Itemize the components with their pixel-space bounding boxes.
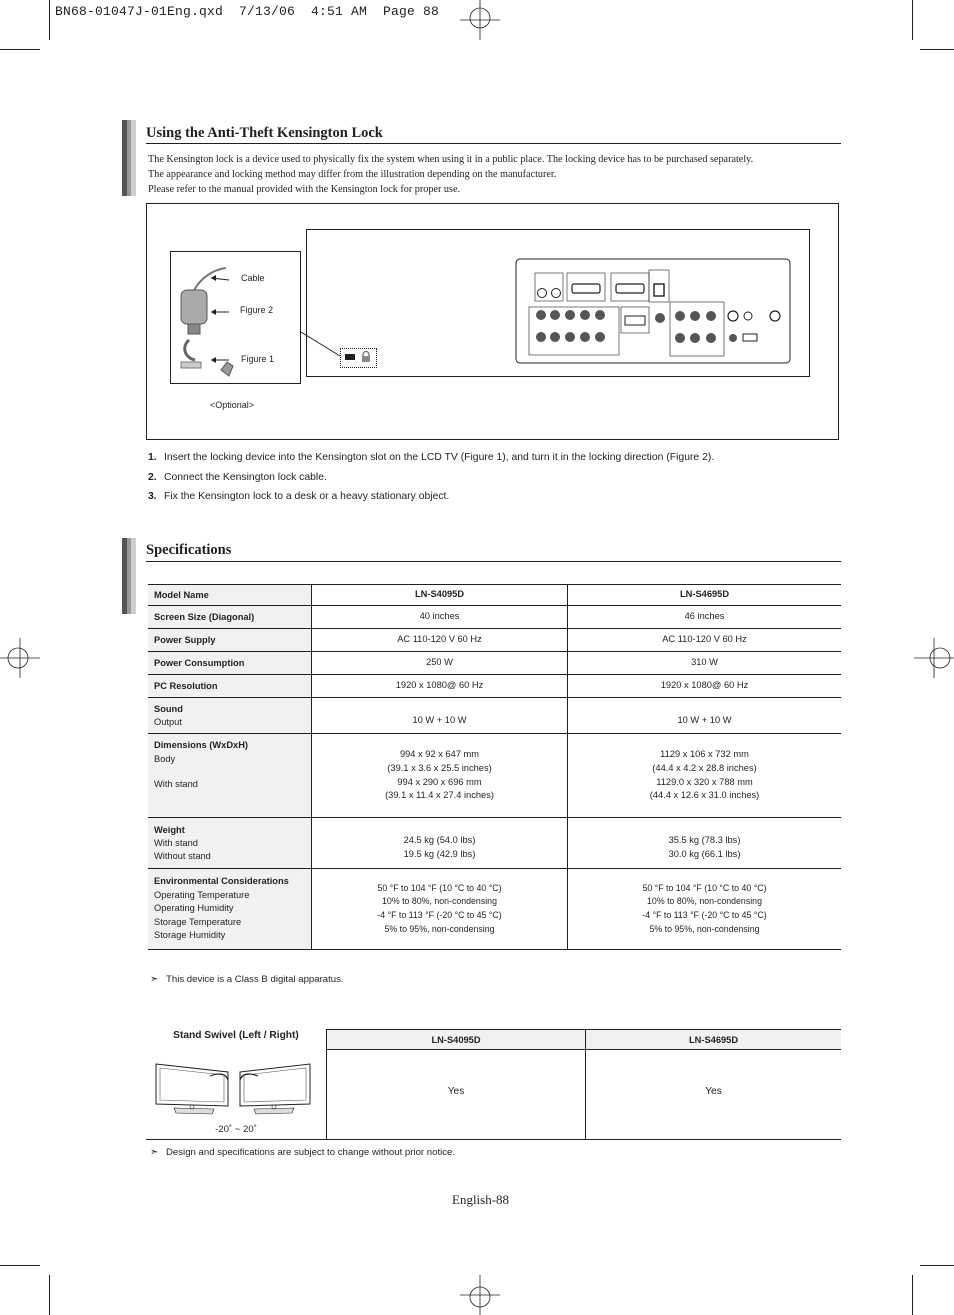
cell-model-a: 40 inches bbox=[312, 606, 568, 629]
row-label bbox=[148, 698, 312, 734]
intro-line: The Kensington lock is a device used to physically fix the system when using it in a public place. The locking device has to be purchased separately. bbox=[148, 154, 754, 165]
cell-model-a bbox=[312, 818, 568, 869]
row-sublabel: Storage Humidity bbox=[154, 930, 226, 941]
note-text: This device is a Class B digital apparatus. bbox=[166, 974, 344, 985]
list-item bbox=[148, 472, 714, 492]
connector-panel-icon bbox=[515, 258, 791, 364]
section-title-kensington: Using the Anti-Theft Kensington Lock bbox=[146, 125, 383, 141]
cell-model-a: 10 W + 10 W bbox=[312, 698, 568, 734]
row-label-title: Sound bbox=[154, 703, 183, 714]
cell-line: 1129 x 106 x 732 mm bbox=[660, 749, 749, 760]
swivel-illustration-cell bbox=[146, 1050, 327, 1140]
class-b-note bbox=[150, 974, 344, 985]
row-sublabel: Without stand bbox=[154, 850, 211, 861]
table-row bbox=[148, 734, 841, 818]
cell-line: 10% to 80%, non-condensing bbox=[382, 896, 497, 907]
crop-mark bbox=[920, 1265, 954, 1266]
cell-line: -4 °F to 113 °F (-20 °C to 45 °C) bbox=[642, 910, 767, 920]
arrow-bullet-icon: ➣ bbox=[150, 974, 159, 985]
cell-line: 994 x 290 x 696 mm bbox=[397, 776, 482, 787]
crop-mark bbox=[49, 0, 50, 40]
row-label-title: Environmental Considerations bbox=[154, 876, 289, 887]
list-item bbox=[148, 491, 714, 511]
label-cable: Cable bbox=[241, 273, 265, 283]
cell-line: (44.4 x 12.6 x 31.0 inches) bbox=[649, 790, 760, 801]
kensington-steps bbox=[148, 452, 714, 511]
step-text: Fix the Kensington lock to a desk or a heavy stationary object. bbox=[164, 491, 450, 502]
kensington-slot bbox=[340, 348, 377, 368]
table-row bbox=[146, 1050, 841, 1140]
section-rule bbox=[146, 561, 841, 562]
cell-model-a: AC 110-120 V 60 Hz bbox=[312, 629, 568, 652]
table-row bbox=[148, 606, 841, 629]
swivel-range: -20˚ ~ 20˚ bbox=[215, 1123, 257, 1135]
kensington-lock-icon bbox=[171, 252, 300, 383]
tv-rear-panel bbox=[306, 229, 810, 377]
row-label: Power Supply bbox=[148, 629, 312, 652]
cell-model-b bbox=[568, 818, 842, 869]
row-sublabel: Body bbox=[154, 753, 176, 764]
row-label: Screen Size (Diagonal) bbox=[148, 606, 312, 629]
cell-line: 994 x 92 x 647 mm bbox=[399, 749, 480, 760]
registration-mark-icon bbox=[460, 1275, 500, 1315]
cell-line: 50 °F to 104 °F (10 °C to 40 °C) bbox=[377, 882, 502, 893]
swivel-value-a: Yes bbox=[327, 1050, 586, 1140]
cell-line: 30.0 kg (66.1 lbs) bbox=[668, 849, 741, 859]
cell-model-b: LN-S4695D bbox=[568, 585, 842, 606]
registration-mark-icon bbox=[460, 0, 500, 40]
table-row bbox=[148, 869, 841, 950]
row-sublabel: With stand bbox=[154, 837, 198, 848]
table-row bbox=[148, 818, 841, 869]
row-sublabel: With stand bbox=[154, 779, 198, 789]
cell-line: 5% to 95%, non-condensing bbox=[384, 923, 495, 934]
cell-line: 50 °F to 104 °F (10 °C to 40 °C) bbox=[642, 882, 767, 893]
list-item bbox=[148, 452, 714, 472]
table-row bbox=[148, 698, 841, 734]
cell-line: 19.5 kg (42.9 lbs) bbox=[403, 849, 476, 859]
kensington-intro bbox=[148, 152, 838, 197]
label-figure-1: Figure 1 bbox=[241, 354, 275, 364]
intro-line: The appearance and locking method may differ from the illustration depending on the manufacturer. bbox=[148, 169, 557, 180]
cell-line: 1129.0 x 320 x 788 mm bbox=[656, 776, 753, 787]
crop-mark bbox=[0, 49, 40, 50]
cell-model-a: LN-S4095D bbox=[312, 585, 568, 606]
table-row bbox=[146, 1030, 841, 1050]
lock-illustration-box bbox=[170, 251, 301, 384]
cell-line: (39.1 x 11.4 x 27.4 inches) bbox=[385, 790, 494, 801]
label-optional: <Optional> bbox=[210, 400, 255, 410]
row-label bbox=[148, 734, 312, 818]
lock-icon bbox=[361, 351, 371, 363]
step-text: Insert the locking device into the Kensington slot on the LCD TV (Figure 1), and turn it in the locking direction (Figure 2). bbox=[164, 452, 715, 463]
row-label bbox=[148, 869, 312, 950]
row-label: Power Consumption bbox=[148, 652, 312, 675]
intro-line: Please refer to the manual provided with the Kensington lock for proper use. bbox=[148, 184, 461, 195]
step-number: 1. bbox=[148, 452, 157, 463]
crop-mark bbox=[912, 1275, 913, 1315]
registration-mark-icon bbox=[914, 638, 954, 678]
cell-model-a bbox=[312, 869, 568, 950]
page-number: English-88 bbox=[452, 1192, 510, 1207]
cell-model-a: 250 W bbox=[312, 652, 568, 675]
row-sublabel: Operating Temperature bbox=[154, 889, 250, 900]
row-label: Model Name bbox=[148, 585, 312, 606]
specifications-table bbox=[148, 584, 841, 950]
row-sublabel: Operating Humidity bbox=[154, 903, 234, 914]
row-label: PC Resolution bbox=[148, 675, 312, 698]
swivel-value-b: Yes bbox=[586, 1050, 842, 1140]
row-label bbox=[148, 818, 312, 869]
crop-mark bbox=[920, 49, 954, 50]
crop-mark bbox=[0, 1265, 40, 1266]
note-text: Design and specifications are subject to change without prior notice. bbox=[166, 1147, 456, 1158]
section-marker bbox=[122, 120, 136, 196]
section-marker bbox=[122, 538, 136, 614]
crop-mark bbox=[49, 1275, 50, 1315]
cell-model-a: 1920 x 1080@ 60 Hz bbox=[312, 675, 568, 698]
swivel-model-a: LN-S4095D bbox=[327, 1030, 586, 1050]
row-sublabel: Output bbox=[154, 716, 182, 727]
section-rule bbox=[146, 143, 841, 144]
cell-model-b bbox=[568, 869, 842, 950]
table-row bbox=[148, 675, 841, 698]
label-figure-2: Figure 2 bbox=[240, 305, 274, 315]
file-info-header: BN68-01047J-01Eng.qxd 7/13/06 4:51 AM Page 88 bbox=[55, 4, 440, 19]
cell-line: -4 °F to 113 °F (-20 °C to 45 °C) bbox=[377, 910, 502, 920]
stand-swivel-table bbox=[146, 1029, 841, 1140]
row-sublabel: Storage Temperature bbox=[154, 916, 242, 927]
table-row bbox=[148, 652, 841, 675]
cell-model-a bbox=[312, 734, 568, 818]
change-notice bbox=[150, 1147, 455, 1158]
table-row bbox=[148, 585, 841, 606]
swivel-label: Stand Swivel (Left / Right) bbox=[173, 1029, 299, 1041]
cell-model-b: 46 inches bbox=[568, 606, 842, 629]
cell-model-b: 1920 x 1080@ 60 Hz bbox=[568, 675, 842, 698]
cell-model-b bbox=[568, 734, 842, 818]
cell-model-b: AC 110-120 V 60 Hz bbox=[568, 629, 842, 652]
cell-line: 35.5 kg (78.3 lbs) bbox=[668, 835, 741, 846]
table-row bbox=[148, 629, 841, 652]
registration-mark-icon bbox=[0, 638, 40, 678]
cell-line: 24.5 kg (54.0 lbs) bbox=[403, 835, 476, 846]
cell-model-b: 10 W + 10 W bbox=[568, 698, 842, 734]
row-label-title: Dimensions (WxDxH) bbox=[154, 740, 249, 750]
cell-line: 5% to 95%, non-condensing bbox=[649, 923, 760, 934]
cell-line: 10% to 80%, non-condensing bbox=[647, 896, 762, 907]
cell-model-b: 310 W bbox=[568, 652, 842, 675]
swivel-model-b: LN-S4695D bbox=[586, 1030, 842, 1050]
step-number: 2. bbox=[148, 471, 157, 483]
step-text: Connect the Kensington lock cable. bbox=[164, 471, 327, 483]
step-number: 3. bbox=[148, 491, 157, 502]
section-title-specifications: Specifications bbox=[146, 542, 232, 558]
tv-swivel-icon bbox=[154, 1058, 314, 1116]
arrow-bullet-icon: ➣ bbox=[150, 1147, 159, 1158]
row-label-title: Weight bbox=[154, 824, 185, 835]
cell-line: (39.1 x 3.6 x 25.5 inches) bbox=[387, 762, 492, 773]
crop-mark bbox=[912, 0, 913, 40]
cell-line: (44.4 x 4.2 x 28.8 inches) bbox=[652, 762, 757, 773]
